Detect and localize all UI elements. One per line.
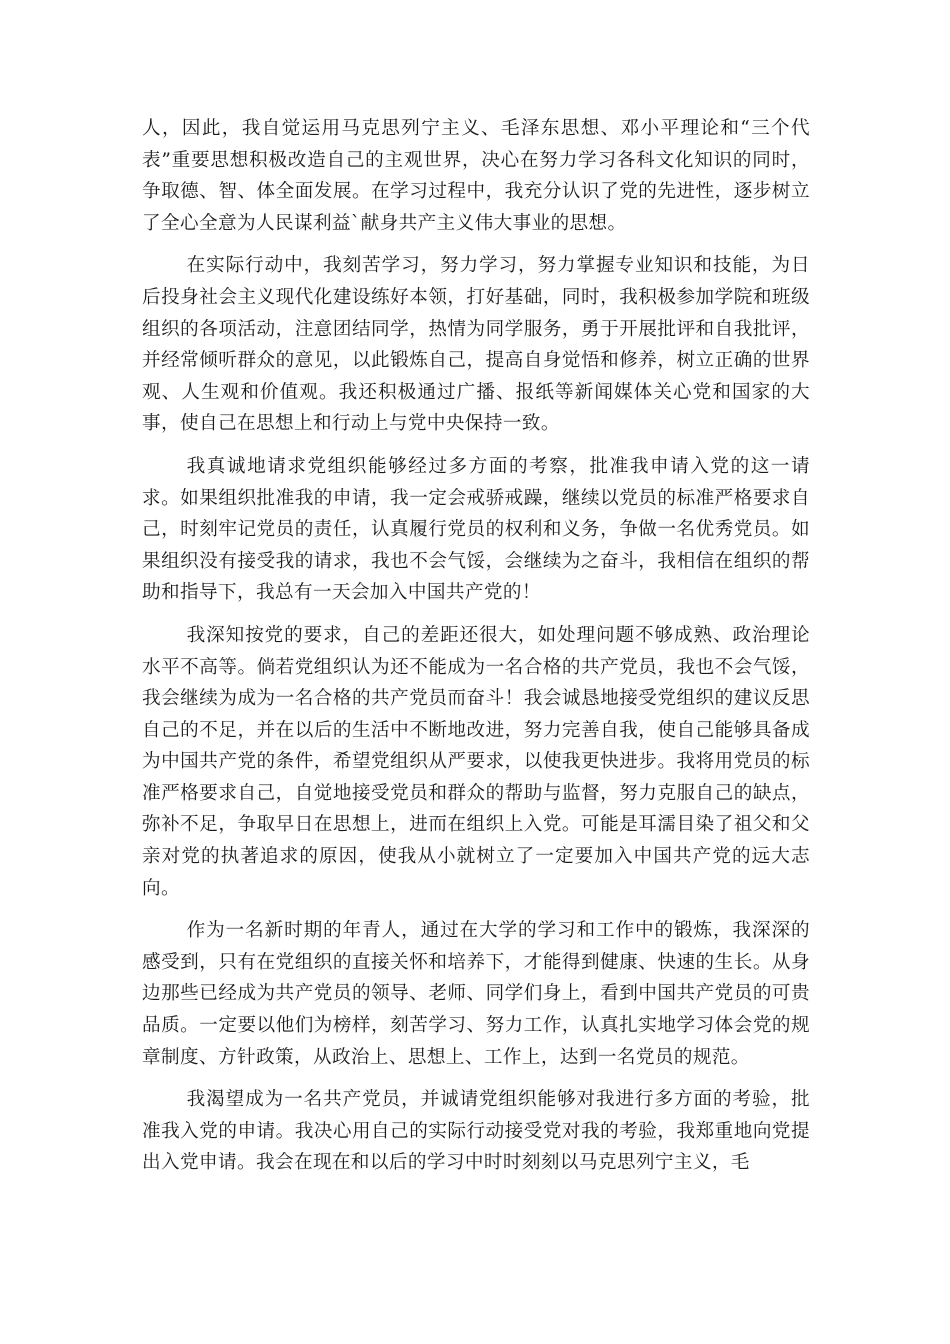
paragraph-2: 在实际行动中，我刻苦学习，努力学习，努力掌握专业知识和技能，为日后投身社会主义现代化建设练好本领，打好基础，同时，我积极参加学院和班级组织的各项活动，注意团结同学，热情为同学服务，勇于开展批评和自我批评，并经常倾听群众的意见，以此锻炼自己，提高自身觉悟和修养，树立正确的世界观、人生观和价值观。我还积极通过广播、报纸等新闻媒体关心党和国家的大事，使自己在思想上和行动上与党中央保持一致。 [142, 255, 810, 435]
paragraph-5: 作为一名新时期的年青人，通过在大学的学习和工作中的锻炼，我深深的感受到，只有在党组织的直接关怀和培养下，才能得到健康、快速的生长。从身边那些已经成为共产党员的领导、老师、同学们身上，看到中国共产党员的可贵品质。一定要以他们为榜样，刻苦学习、努力工作，认真扎实地学习体会党的规章制度、方针政策，从政治上、思想上、工作上，达到一名党员的规范。 [142, 920, 810, 1068]
paragraph-3: 我真诚地请求党组织能够经过多方面的考察，批准我申请入党的这一请求。如果组织批准我的申请，我一定会戒骄戒躁，继续以党员的标准严格要求自己，时刻牢记党员的责任，认真履行党员的权利和义务，争做一名优秀党员。如果组织没有接受我的请求，我也不会气馁，会继续为之奋斗，我相信在组织的帮助和指导下，我总有一天会加入中国共产党的！ [142, 455, 810, 604]
paragraph-1: 人，因此，我自觉运用马克思列宁主义、毛泽东思想、邓小平理论和“三个代表”重要思想积极改造自己的主观世界，决心在努力学习各科文化知识的同时，争取德、智、体全面发展。在学习过程中，我充分认识了党的先进性，逐步树立了全心全意为人民谋利益`献身共产主义伟大事业的思想。 [142, 118, 810, 234]
paragraph-6: 我渴望成为一名共产党员，并诚请党组织能够对我进行多方面的考验，批准我入党的申请。我决心用自己的实际行动接受党对我的考验，我郑重地向党提出入党申请。我会在现在和以后的学习中时时刻刻以马克思列宁主义，毛 [142, 1089, 810, 1174]
paragraph-4: 我深知按党的要求，自己的差距还很大，如处理问题不够成熟、政治理论水平不高等。倘若党组织认为还不能成为一名合格的共产党员，我也不会气馁，我会继续为成为一名合格的共产党员而奋斗！我会诚恳地接受党组织的建议反思自己的不足，并在以后的生活中不断地改进，努力完善自我，使自己能够具备成为中国共产党的条件，希望党组织从严要求，以使我更快进步。我将用党员的标准严格要求自己，自觉地接受党员和群众的帮助与监督，努力克服自己的缺点，弥补不足，争取早日在思想上，进而在组织上入党。可能是耳濡目染了祖父和父亲对党的执著追求的原因，使我从小就树立了一定要加入中国共产党的远大志向。 [142, 624, 810, 899]
document-body [142, 113, 810, 1190]
